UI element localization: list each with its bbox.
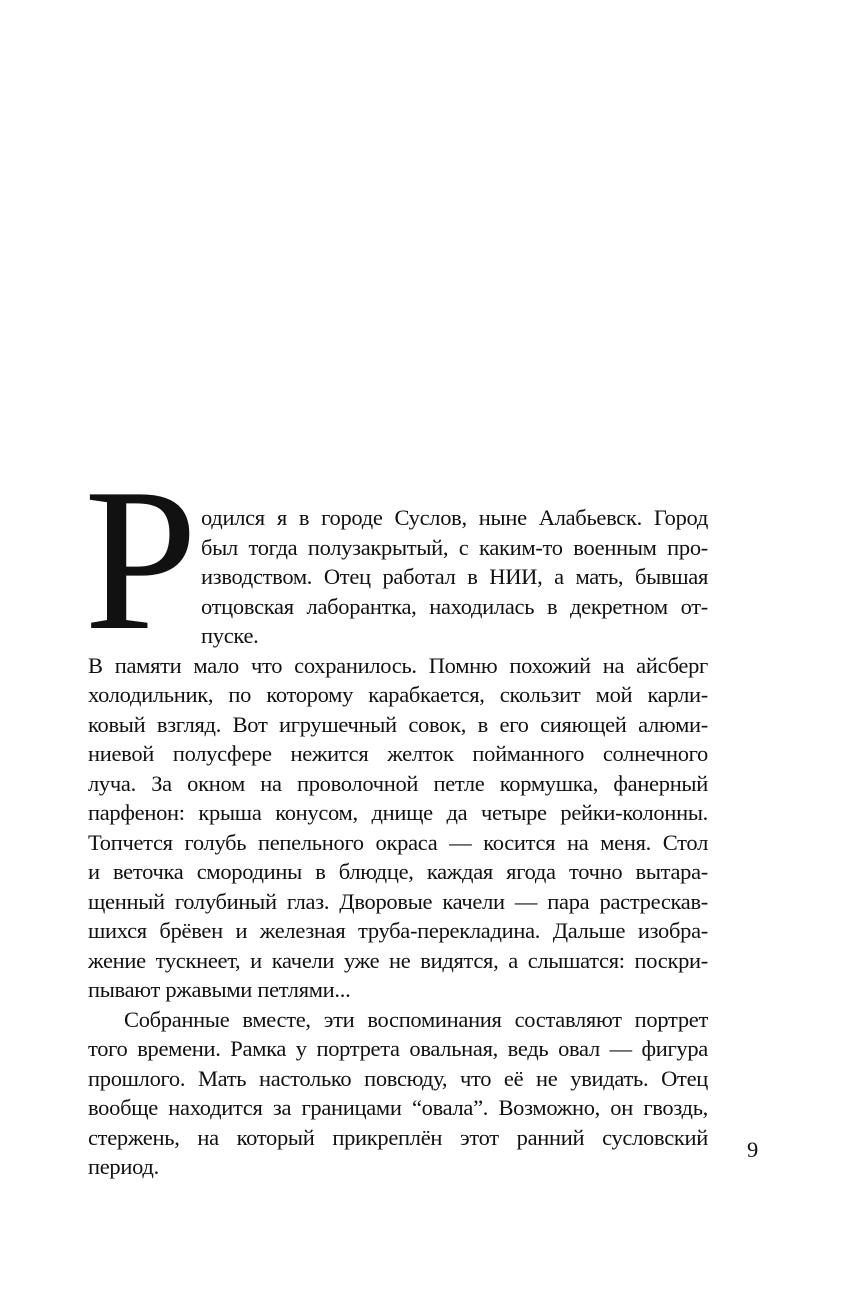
text-line: парфенон: крыша конусом, днище да четыре рейки-колонны. — [88, 800, 708, 825]
text-line: В памяти мало что сохранилось. Помню похожий на айсберг — [88, 653, 708, 678]
text-line: прошлого. Мать настолько повсюду, что её не увидать. Отец — [88, 1066, 708, 1091]
text-line: вообще находится за границами “овала”. Возможно, он гвоздь, — [88, 1095, 708, 1120]
text-line: Собранные вместе, эти воспоминания составляют портрет — [124, 1007, 708, 1032]
text-line: жение тускнеет, и качели уже не видятся, а слышатся: поскри- — [88, 948, 708, 973]
text-line: отцовская лаборантка, находилась в декретном от- — [201, 594, 708, 619]
text-line: холодильник, по которому карабкается, скользит мой карли- — [88, 682, 708, 707]
text-line: пуске. — [201, 623, 259, 648]
text-line: ниевой полусфере нежится желток пойманного солнечного — [88, 741, 708, 766]
text-line: щенный голубиный глаз. Дворовые качели — пара растрескав- — [88, 889, 708, 914]
text-line: того времени. Рамка у портрета овальная, ведь овал — фигура — [88, 1036, 708, 1061]
text-line: стержень, на который прикреплён этот ранний сусловский — [88, 1125, 708, 1150]
text-line: и веточка смородины в блюдце, каждая ягода точно вытара- — [88, 859, 708, 884]
text-line: шихся брёвен и железная труба-перекладина. Дальше изобра- — [88, 918, 708, 943]
drop-cap: Р — [84, 447, 198, 673]
text-line: Топчется голубь пепельного окраса — косится на меня. Стол — [88, 830, 708, 855]
text-line: одился я в городе Суслов, ныне Алабьевск. Город — [201, 505, 708, 530]
text-line: пывают ржавыми петлями... — [88, 977, 351, 1002]
text-line: период. — [88, 1154, 159, 1179]
page-number: 9 — [747, 1137, 759, 1162]
text-line: был тогда полузакрытый, с каким-то военным про- — [201, 535, 708, 560]
text-line: луча. За окном на проволочной петле кормушка, фанерный — [88, 771, 708, 796]
text-line: ковый взгляд. Вот игрушечный совок, в его сияющей алюми- — [88, 712, 708, 737]
text-line: изводством. Отец работал в НИИ, а мать, бывшая — [201, 564, 708, 589]
